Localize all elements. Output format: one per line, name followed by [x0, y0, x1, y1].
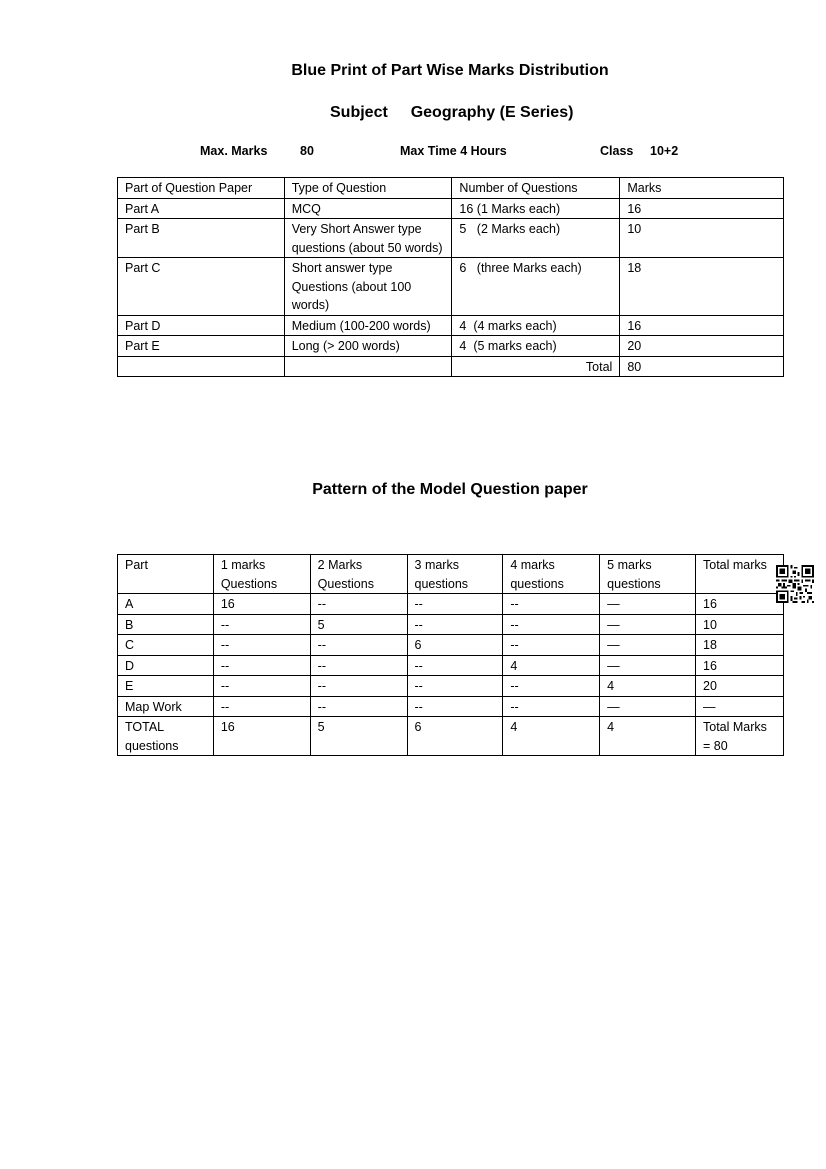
header-cell: Type of Question [284, 178, 452, 199]
table-cell: B [118, 614, 214, 635]
table-cell: E [118, 676, 214, 697]
table-cell: 5 [310, 614, 407, 635]
table-row [118, 655, 784, 676]
table-cell: -- [310, 676, 407, 697]
table-cell: — [600, 696, 696, 717]
table-cell: Part E [118, 336, 285, 357]
table-row [118, 219, 784, 258]
table-cell: Part D [118, 315, 285, 336]
header-cell: 5 marks questions [600, 555, 696, 594]
table-cell: -- [407, 594, 503, 615]
table-cell: Part B [118, 219, 285, 258]
header-cell: Part of Question Paper [118, 178, 285, 199]
table-cell: — [600, 635, 696, 656]
table-cell [284, 356, 452, 377]
table-cell: 4 [600, 717, 696, 756]
table-cell: D [118, 655, 214, 676]
table-cell: 10 [696, 614, 784, 635]
table-row [118, 315, 784, 336]
table-cell: 16 [213, 594, 310, 615]
table-cell: -- [503, 594, 600, 615]
max-marks-value: 80 [300, 144, 314, 158]
header-cell: Part [118, 555, 214, 594]
header-cell: 4 marks questions [503, 555, 600, 594]
table-row [118, 635, 784, 656]
table-row [118, 258, 784, 316]
total-row [118, 717, 784, 756]
table-cell: 18 [620, 258, 784, 316]
table-cell: -- [407, 614, 503, 635]
class-label: Class [600, 144, 634, 158]
max-time: Max Time 4 Hours [400, 144, 507, 158]
table-cell: -- [310, 696, 407, 717]
table-cell: -- [213, 676, 310, 697]
qr-code-icon[interactable] [776, 565, 814, 603]
max-marks-label: Max. Marks [200, 144, 268, 158]
table-cell: 6 [407, 717, 503, 756]
table-cell: -- [503, 676, 600, 697]
table-cell: 16 [620, 198, 784, 219]
table-cell: 4 (4 marks each) [452, 315, 620, 336]
header-cell: 1 marks Questions [213, 555, 310, 594]
table-cell: Long (> 200 words) [284, 336, 452, 357]
page-title: Blue Print of Part Wise Marks Distribution [291, 62, 609, 79]
table-cell: -- [407, 676, 503, 697]
header-cell: 3 marks questions [407, 555, 503, 594]
table-cell: -- [503, 614, 600, 635]
table-header-row [118, 555, 784, 594]
table-cell: 16 [620, 315, 784, 336]
table-cell [118, 356, 285, 377]
table-cell: Map Work [118, 696, 214, 717]
table-cell: Medium (100-200 words) [284, 315, 452, 336]
table-cell: -- [310, 594, 407, 615]
table-cell: -- [503, 696, 600, 717]
table-row [118, 594, 784, 615]
table-cell: -- [503, 635, 600, 656]
table-cell: 20 [696, 676, 784, 697]
table-cell: Short answer type Questions (about 100 words) [284, 258, 452, 316]
table-cell: Part C [118, 258, 285, 316]
pattern-table [117, 554, 784, 756]
table-cell: -- [213, 655, 310, 676]
table-cell: -- [213, 696, 310, 717]
table-cell: C [118, 635, 214, 656]
table-cell: MCQ [284, 198, 452, 219]
table-cell: -- [213, 614, 310, 635]
header-cell: Number of Questions [452, 178, 620, 199]
table-cell: 20 [620, 336, 784, 357]
table-header-row [118, 178, 784, 199]
class-value: 10+2 [650, 144, 679, 158]
table-cell: A [118, 594, 214, 615]
table-cell: 4 [600, 676, 696, 697]
table-cell: 6 [407, 635, 503, 656]
pattern-title: Pattern of the Model Question paper [312, 481, 588, 498]
table-cell: -- [407, 655, 503, 676]
table-cell: -- [213, 635, 310, 656]
total-value: 80 [620, 356, 784, 377]
table-row [118, 198, 784, 219]
table-cell: 16 [696, 655, 784, 676]
table-cell: 16 (1 Marks each) [452, 198, 620, 219]
table-row [118, 614, 784, 635]
header-cell: Total marks [696, 555, 784, 594]
table-cell: 10 [620, 219, 784, 258]
blueprint-table [117, 177, 784, 377]
total-row [118, 356, 784, 377]
table-cell: 4 [503, 655, 600, 676]
subject-line [330, 104, 573, 122]
table-cell: 5 (2 Marks each) [452, 219, 620, 258]
table-cell: — [600, 614, 696, 635]
table-cell: 6 (three Marks each) [452, 258, 620, 316]
table-cell: Very Short Answer type questions (about 50 words) [284, 219, 452, 258]
table-cell: -- [310, 655, 407, 676]
header-cell: 2 Marks Questions [310, 555, 407, 594]
table-cell: -- [407, 696, 503, 717]
table-cell: 16 [213, 717, 310, 756]
table-cell: 4 [503, 717, 600, 756]
table-row [118, 696, 784, 717]
table-cell: 18 [696, 635, 784, 656]
table-cell: -- [310, 635, 407, 656]
subject-value: Geography (E Series) [410, 104, 574, 121]
total-label: Total [452, 356, 620, 377]
table-cell: — [696, 696, 784, 717]
header-cell: Marks [620, 178, 784, 199]
table-row [118, 676, 784, 697]
table-cell: Part A [118, 198, 285, 219]
table-row [118, 336, 784, 357]
table-cell: Total Marks = 80 [696, 717, 784, 756]
table-cell: 4 (5 marks each) [452, 336, 620, 357]
subject-label: Subject [330, 104, 388, 121]
table-cell: 16 [696, 594, 784, 615]
table-cell: — [600, 594, 696, 615]
table-cell: 5 [310, 717, 407, 756]
table-cell: — [600, 655, 696, 676]
table-cell: TOTAL questions [118, 717, 214, 756]
